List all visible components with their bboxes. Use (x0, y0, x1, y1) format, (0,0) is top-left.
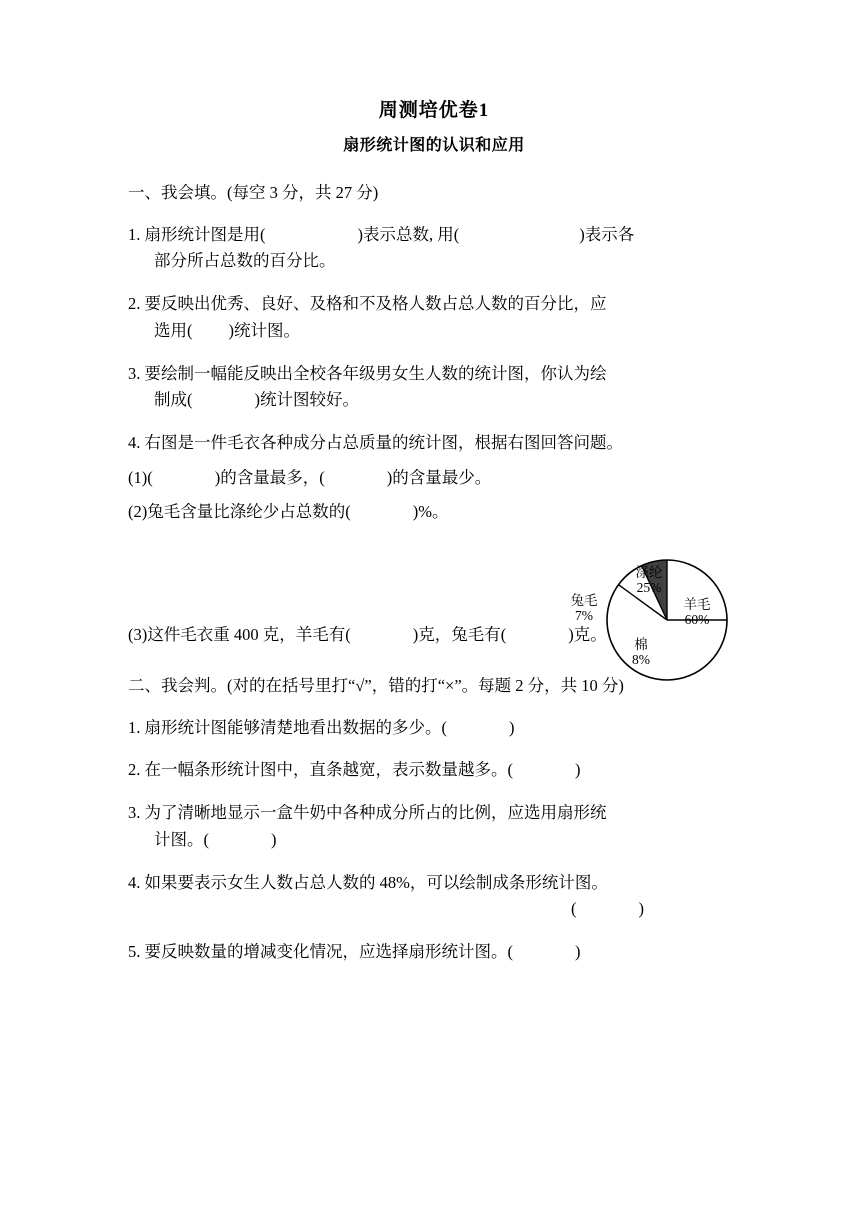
question-text: )表示总数, 用( (357, 224, 460, 244)
pie-label-value: 7% (575, 608, 593, 624)
question-1-4 (128, 430, 740, 457)
question-text: )%。 (412, 502, 449, 522)
pie-label-name: 兔毛 (570, 593, 598, 608)
question-text: 为了清晰地显示一盒牛奶中各种成分所占的比例，应选用扇形统 (144, 803, 607, 823)
section-2-heading: 二、我会判。(对的在括号里打“√”，错的打“×”。每题 2 分，共 10 分) (128, 675, 624, 695)
question-1-1 (128, 222, 740, 275)
question-text: 扇形统计图是用( (144, 224, 266, 244)
pie-label-name: 羊毛 (683, 597, 711, 612)
question-text: ) (638, 899, 644, 919)
pie-label-yangmao (676, 597, 718, 627)
question-index: 1. (128, 224, 141, 244)
question-text: (2)兔毛含量比涤纶少占总数的( (128, 502, 351, 522)
question-text: 扇形统计图能够清楚地看出数据的多少。( (144, 717, 447, 737)
question-index: 2. (128, 294, 141, 314)
question-index: 4. (128, 872, 141, 892)
pie-chart-figure (518, 545, 748, 695)
question-text: 在一幅条形统计图中，直条越宽，表示数量越多。( (144, 760, 513, 780)
question-1-4-sub-2 (128, 499, 740, 525)
pie-label-mian (624, 637, 658, 667)
question-text: 如果要表示女生人数占总人数的 48%，可以绘制成条形统计图。 (144, 872, 608, 892)
question-text-cont (128, 827, 740, 854)
question-text: )克，兔毛有( (412, 624, 507, 644)
question-text: 计图。( (154, 829, 209, 849)
pie-label-tumao (562, 593, 606, 623)
question-2-5 (128, 939, 740, 966)
question-text: 要绘制一幅能反映出全校各年级男女生人数的统计图，你认为绘 (144, 363, 607, 383)
question-2-1 (128, 715, 740, 742)
question-text-cont (128, 896, 740, 923)
question-text: 要反映出优秀、良好、及格和不及格人数占总人数的百分比，应 (144, 294, 607, 314)
pie-label-value: 60% (684, 612, 710, 628)
question-text: )统计图。 (228, 320, 300, 340)
pie-label-value: 25% (636, 580, 662, 596)
question-text: )的含量最多，( (214, 467, 325, 487)
page-subtitle: 扇形统计图的认识和应用 (343, 137, 525, 154)
question-text-cont (128, 318, 740, 345)
pie-label-name: 棉 (634, 637, 648, 652)
question-text: (1)( (128, 467, 153, 487)
question-text: )克。 (568, 624, 607, 644)
question-text: ( (571, 899, 577, 919)
question-2-2 (128, 757, 740, 784)
question-text: 选用( (154, 320, 193, 340)
question-2-3 (128, 800, 740, 853)
question-text: )表示各 (579, 224, 635, 244)
question-text: )统计图较好。 (254, 390, 359, 410)
question-text: 要反映数量的增减变化情况，应选择扇形统计图。( (144, 942, 513, 962)
question-text: ) (575, 942, 581, 962)
question-text: ) (575, 760, 581, 780)
question-text: (3)这件毛衣重 400 克，羊毛有( (128, 624, 351, 644)
question-index: 3. (128, 803, 141, 823)
pie-label-diaolun (626, 565, 672, 595)
pie-chart (518, 545, 748, 695)
question-text-cont: 部分所占总数的百分比。 (154, 251, 336, 271)
page-title-number: 1 (478, 100, 490, 121)
page-title-text: 周测培优卷 (378, 100, 479, 121)
question-text-cont (128, 387, 740, 414)
question-text: ) (271, 829, 277, 849)
question-text: 右图是一件毛衣各种成分占总质量的统计图，根据右图回答问题。 (144, 433, 623, 453)
question-1-3 (128, 361, 740, 414)
question-1-2 (128, 291, 740, 344)
pie-label-name: 涤纶 (635, 565, 663, 580)
pie-label-value: 8% (632, 652, 650, 668)
question-text: )的含量最少。 (386, 467, 492, 487)
section-1-heading: 一、我会填。(每空 3 分，共 27 分) (128, 183, 379, 202)
question-index: 1. (128, 717, 141, 737)
question-text: 制成( (154, 390, 193, 410)
question-index: 5. (128, 942, 141, 962)
question-index: 2. (128, 760, 141, 780)
page-title (128, 95, 740, 122)
question-text: ) (509, 717, 515, 737)
question-2-4 (128, 870, 740, 923)
question-1-4-sub-1 (128, 465, 740, 491)
question-index: 4. (128, 433, 141, 453)
question-index: 3. (128, 363, 141, 383)
